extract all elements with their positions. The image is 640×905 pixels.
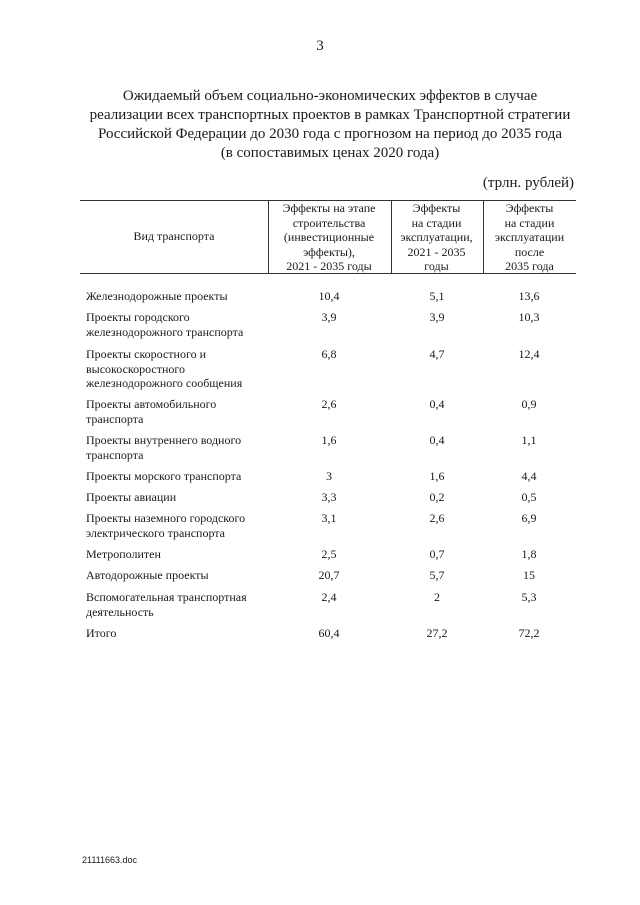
header-text: на стадии xyxy=(504,215,555,230)
header-text: эксплуатации, xyxy=(400,230,473,244)
header-text: 2035 года xyxy=(505,259,554,273)
units-label: (трлн. рублей) xyxy=(482,175,574,191)
header-text: Эффекты xyxy=(505,201,554,215)
header-text: годы xyxy=(424,259,449,273)
transport-type-cell xyxy=(86,490,270,505)
transport-type-cell xyxy=(86,310,270,339)
value-cell-v3: 0,9 xyxy=(521,397,537,411)
transport-type-cell xyxy=(86,590,270,619)
transport-type-line: Метрополитен xyxy=(86,547,161,561)
value-cell-v1: 3,1 xyxy=(321,511,337,525)
header-operation-effects-2021-2035 xyxy=(391,201,482,274)
value-cell-v2: 0,2 xyxy=(429,490,445,504)
transport-type-line: Проекты городского xyxy=(86,310,190,324)
transport-type-line: деятельность xyxy=(86,604,154,619)
value-cell-v1: 6,8 xyxy=(321,347,337,361)
value-cell-v2: 0,4 xyxy=(429,433,445,447)
header-text: 2021 - 2035 годы xyxy=(286,259,372,273)
value-cell-v1: 20,7 xyxy=(318,568,340,582)
transport-type-cell xyxy=(86,547,270,562)
value-cell-v3: 10,3 xyxy=(518,310,540,324)
value-cell-v3: 4,4 xyxy=(521,469,537,483)
title-line: Ожидаемый объем социально-экономических эффектов в случае xyxy=(122,88,538,104)
transport-type-cell xyxy=(86,397,270,426)
value-cell-v2: 27,2 xyxy=(426,626,448,640)
header-transport-type xyxy=(80,229,268,244)
header-text: после xyxy=(514,244,545,259)
page-number: 3 xyxy=(316,38,324,54)
value-cell-v3: 12,4 xyxy=(518,347,540,361)
header-construction-effects xyxy=(268,201,390,274)
title-line: реализации всех транспортных проектов в рамках Транспортной стратегии xyxy=(89,107,571,123)
transport-type-cell xyxy=(86,347,270,391)
header-operation-effects-after-2035 xyxy=(483,201,576,274)
value-cell-v1: 2,5 xyxy=(321,547,337,561)
value-cell-v3: 1,1 xyxy=(521,433,537,447)
value-cell-v3: 1,8 xyxy=(521,547,537,561)
value-cell-v3: 13,6 xyxy=(518,289,540,303)
title-line: Российской Федерации до 2030 года с прогнозом на период до 2035 года xyxy=(97,126,563,142)
value-cell-v3: 72,2 xyxy=(518,626,540,640)
value-cell-v1: 3,9 xyxy=(321,310,337,324)
value-cell-v2: 0,7 xyxy=(429,547,445,561)
value-cell-v3: 5,3 xyxy=(521,590,537,604)
header-text: строительства xyxy=(292,215,366,230)
value-cell-v1: 3 xyxy=(326,469,332,483)
transport-type-line: транспорта xyxy=(86,447,144,462)
transport-type-line: Автодорожные проекты xyxy=(86,568,209,582)
title-line: (в сопоставимых ценах 2020 года) xyxy=(220,145,440,161)
transport-type-line: Проекты морского транспорта xyxy=(86,469,242,483)
value-cell-v2: 0,4 xyxy=(429,397,445,411)
transport-type-line: Проекты авиации xyxy=(86,490,177,504)
transport-type-line: железнодорожного транспорта xyxy=(86,324,244,339)
transport-type-line: железнодорожного сообщения xyxy=(86,376,243,390)
value-cell-v1: 1,6 xyxy=(321,433,337,447)
header-text: на стадии xyxy=(411,215,462,230)
transport-type-line: Проекты скоростного и xyxy=(86,347,206,361)
transport-type-cell xyxy=(86,626,270,641)
transport-type-cell xyxy=(86,511,270,540)
value-cell-v2: 4,7 xyxy=(429,347,445,361)
value-cell-v1: 60,4 xyxy=(318,626,340,640)
file-reference: 21111663.doc xyxy=(82,855,138,865)
value-cell-v2: 1,6 xyxy=(429,469,445,483)
value-cell-v2: 5,7 xyxy=(429,568,445,582)
header-text: Вид транспорта xyxy=(133,229,215,243)
value-cell-v3: 15 xyxy=(523,568,535,582)
value-cell-v3: 0,5 xyxy=(521,490,537,504)
transport-type-line: Вспомогательная транспортная xyxy=(86,590,247,604)
transport-type-line: высокоскоростного xyxy=(86,361,186,376)
header-text: Эффекты на этапе xyxy=(282,201,376,215)
transport-type-line: транспорта xyxy=(86,411,144,426)
header-text: эксплуатации xyxy=(494,230,565,244)
transport-type-cell xyxy=(86,469,270,484)
transport-type-line: электрического транспорта xyxy=(86,525,226,540)
value-cell-v1: 2,4 xyxy=(321,590,337,604)
transport-type-cell xyxy=(86,289,270,304)
transport-type-line: Проекты наземного городского xyxy=(86,511,246,525)
value-cell-v2: 2,6 xyxy=(429,511,445,525)
transport-type-cell xyxy=(86,568,270,583)
value-cell-v1: 2,6 xyxy=(321,397,337,411)
transport-type-line: Железнодорожные проекты xyxy=(86,289,228,303)
header-text: (инвестиционные xyxy=(283,230,375,244)
transport-type-line: Итого xyxy=(86,626,117,640)
header-text: Эффекты xyxy=(412,201,461,215)
value-cell-v1: 3,3 xyxy=(321,490,337,504)
value-cell-v2: 2 xyxy=(434,590,440,604)
value-cell-v2: 5,1 xyxy=(429,289,445,303)
value-cell-v3: 6,9 xyxy=(521,511,537,525)
header-text: эффекты), xyxy=(303,244,355,259)
document-title xyxy=(60,87,600,163)
header-text: 2021 - 2035 xyxy=(407,244,466,259)
transport-type-line: Проекты автомобильного xyxy=(86,397,217,411)
transport-type-line: Проекты внутреннего водного xyxy=(86,433,242,447)
transport-type-cell xyxy=(86,433,270,462)
value-cell-v1: 10,4 xyxy=(318,289,340,303)
value-cell-v2: 3,9 xyxy=(429,310,445,324)
